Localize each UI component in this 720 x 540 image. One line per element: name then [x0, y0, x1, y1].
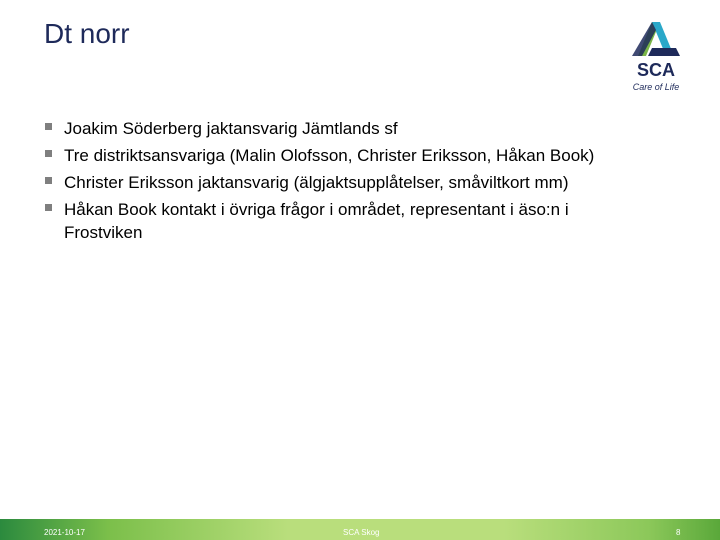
logo-wordmark: SCA: [636, 60, 675, 80]
footer-center-text: SCA Skog: [343, 528, 380, 537]
square-bullet-icon: [45, 150, 52, 157]
bullet-list: [44, 117, 604, 248]
bullet-item: [44, 117, 604, 140]
sca-logo: [628, 16, 684, 98]
bullet-text: Tre distriktsansvariga (Malin Olofsson, Christer Eriksson, Håkan Book): [64, 146, 595, 165]
bullet-text: Christer Eriksson jaktansvarig (älgjaktsupplåtelser, småviltkort mm): [64, 173, 569, 192]
footer-bar: [0, 519, 720, 540]
square-bullet-icon: [45, 123, 52, 130]
bullet-text: Joakim Söderberg jaktansvarig Jämtlands sf: [64, 119, 398, 138]
square-bullet-icon: [45, 204, 52, 211]
bullet-item: [44, 198, 604, 244]
bullet-item: [44, 144, 604, 167]
page-number: 8: [676, 528, 681, 537]
footer-date: 2021-10-17: [44, 528, 85, 537]
bullet-text: Håkan Book kontakt i övriga frågor i området, representant i äso:n i Frostviken: [64, 200, 569, 242]
logo-tagline: Care of Life: [632, 82, 680, 92]
square-bullet-icon: [45, 177, 52, 184]
slide-title: Dt norr: [44, 18, 130, 49]
bullet-item: [44, 171, 604, 194]
sca-logo-mark-icon: [628, 16, 684, 60]
